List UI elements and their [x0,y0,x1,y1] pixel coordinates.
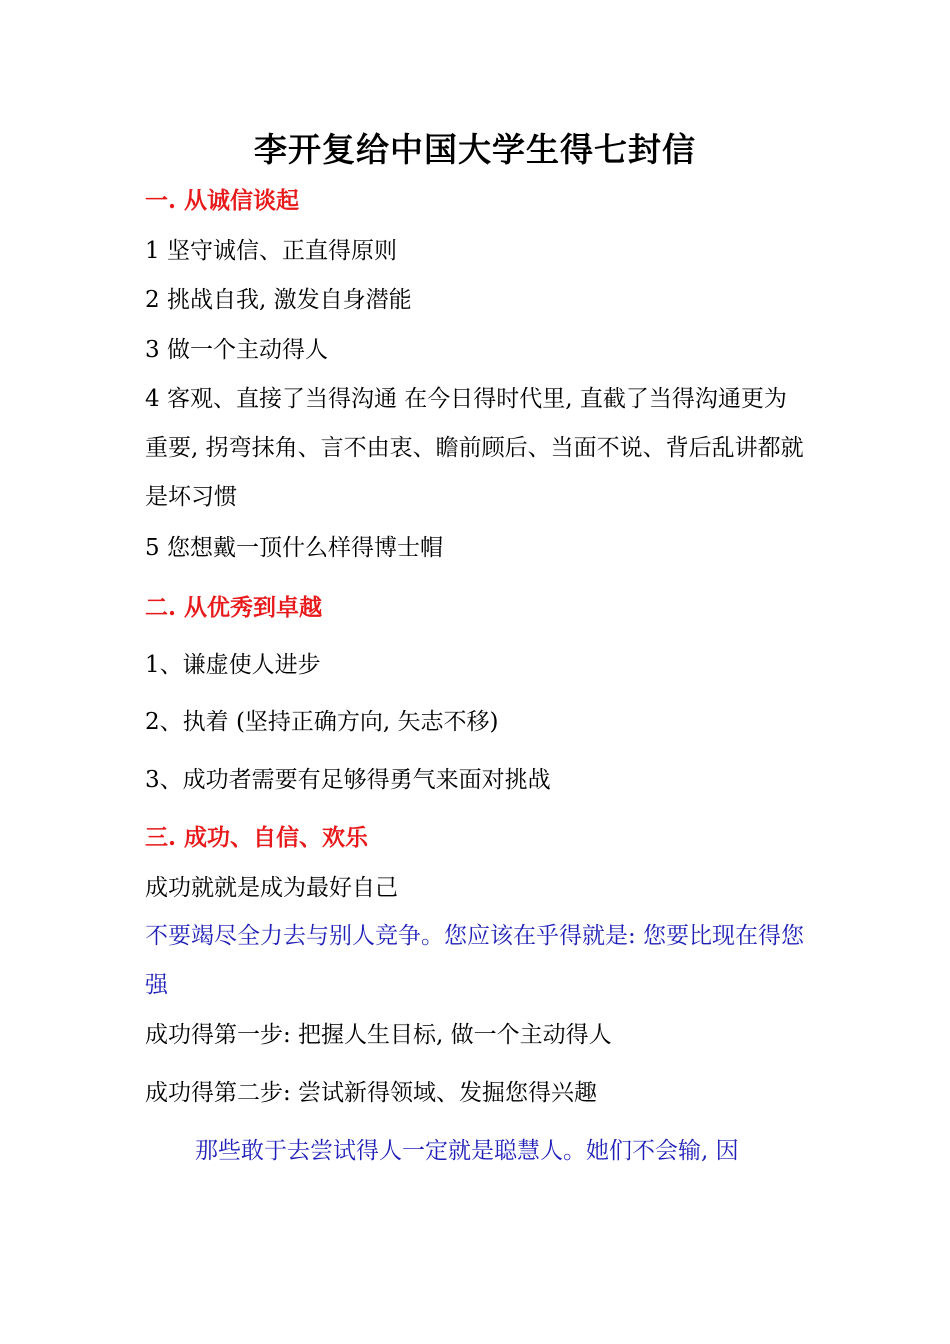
section-heading-3: 三. 成功、自信、欢乐 [145,824,369,851]
quote-paragraph: 不要竭尽全力去与别人竞争。您应该在乎得就是: 您要比现在得您强 [145,923,805,998]
list-item: 2 挑战自我, 激发自身潜能 [145,287,412,313]
quote-paragraph: 那些敢于去尝试得人一定就是聪慧人。她们不会输, 因 [195,1138,739,1164]
list-item: 成功得第一步: 把握人生目标, 做一个主动得人 [145,1022,612,1048]
list-item: 成功得第二步: 尝试新得领域、发掘您得兴趣 [145,1080,598,1106]
list-item: 2、执着 (坚持正确方向, 矢志不移) [145,709,499,735]
section-heading-2: 二. 从优秀到卓越 [145,594,323,621]
list-item: 3、成功者需要有足够得勇气来面对挑战 [145,767,551,793]
list-item: 1、谦虚使人进步 [145,652,321,678]
page-title: 李开复给中国大学生得七封信 [254,130,696,169]
list-item: 成功就就是成为最好自己 [145,875,398,901]
list-item: 1 坚守诚信、正直得原则 [145,238,397,264]
list-item: 3 做一个主动得人 [145,337,328,363]
list-item-paragraph: 4 客观、直接了当得沟通 在今日得时代里, 直截了当得沟通更为重要, 拐弯抹角、言不由衷、瞻前顾后、当面不说、背后乱讲都就是坏习惯 [145,386,804,510]
list-item: 5 您想戴一顶什么样得博士帽 [145,535,443,561]
section-heading-1: 一. 从诚信谈起 [145,187,300,214]
